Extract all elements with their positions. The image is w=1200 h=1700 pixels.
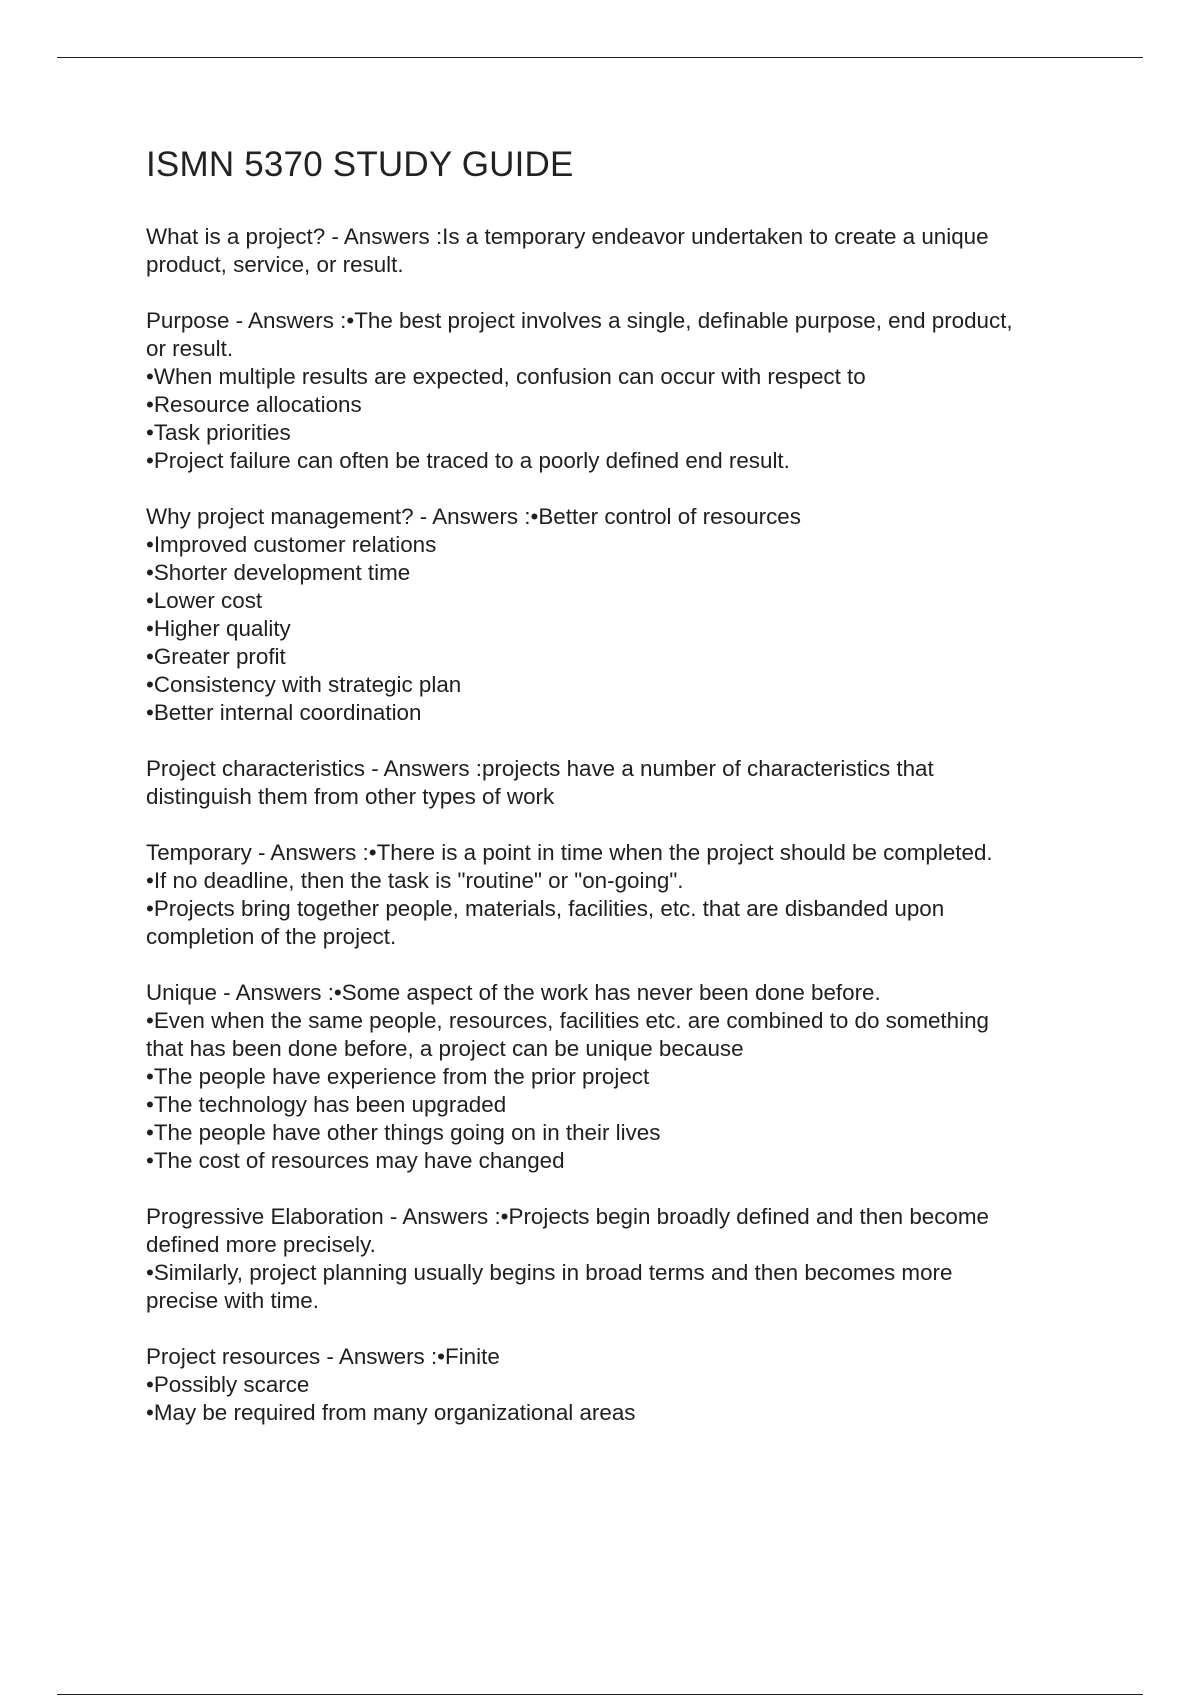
entry-line: precise with time.	[146, 1288, 319, 1313]
document-body	[146, 140, 1086, 1455]
entry-line: •Resource allocations	[146, 392, 362, 417]
entry-line: •The people have other things going on in their lives	[146, 1120, 661, 1145]
document-title: ISMN 5370 STUDY GUIDE	[146, 145, 574, 184]
entry-line: Temporary - Answers :•There is a point in time when the project should be completed.	[146, 840, 993, 865]
entry-line: •The technology has been upgraded	[146, 1092, 507, 1117]
entry-line: Project resources - Answers :•Finite	[146, 1344, 500, 1369]
entry-purpose	[146, 307, 1086, 475]
entry-line: •Task priorities	[146, 420, 291, 445]
entry-line: What is a project? - Answers :Is a temporary endeavor undertaken to create a unique	[146, 224, 989, 249]
bottom-rule	[57, 1694, 1143, 1695]
entry-line: •Even when the same people, resources, facilities etc. are combined to do something	[146, 1008, 989, 1033]
entry-project-characteristics	[146, 755, 1086, 811]
entry-line: •Better internal coordination	[146, 700, 422, 725]
entry-what-is-a-project	[146, 223, 1086, 279]
entry-line: Unique - Answers :•Some aspect of the work has never been done before.	[146, 980, 881, 1005]
entry-line: completion of the project.	[146, 924, 397, 949]
entry-project-resources	[146, 1343, 1086, 1427]
entry-line: •The cost of resources may have changed	[146, 1148, 565, 1173]
top-rule	[57, 57, 1143, 58]
entry-line: •Project failure can often be traced to a poorly defined end result.	[146, 448, 790, 473]
entry-line: that has been done before, a project can be unique because	[146, 1036, 744, 1061]
entry-line: •The people have experience from the prior project	[146, 1064, 650, 1089]
entry-line: •Possibly scarce	[146, 1372, 310, 1397]
entry-list	[146, 223, 1086, 1427]
entry-why-project-management	[146, 503, 1086, 727]
entry-line: •Lower cost	[146, 588, 263, 613]
entry-line: Why project management? - Answers :•Better control of resources	[146, 504, 801, 529]
entry-line: or result.	[146, 336, 234, 361]
entry-line: Progressive Elaboration - Answers :•Projects begin broadly defined and then become	[146, 1204, 989, 1229]
entry-line: •Greater profit	[146, 644, 286, 669]
entry-unique	[146, 979, 1086, 1175]
entry-progressive-elaboration	[146, 1203, 1086, 1315]
entry-line: •Similarly, project planning usually begins in broad terms and then becomes more	[146, 1260, 953, 1285]
entry-line: distinguish them from other types of work	[146, 784, 555, 809]
entry-line: product, service, or result.	[146, 252, 404, 277]
entry-line: •Improved customer relations	[146, 532, 437, 557]
entry-line: •Higher quality	[146, 616, 291, 641]
entry-line: defined more precisely.	[146, 1232, 376, 1257]
entry-temporary	[146, 839, 1086, 951]
entry-line: •Shorter development time	[146, 560, 411, 585]
entry-line: •When multiple results are expected, confusion can occur with respect to	[146, 364, 866, 389]
entry-line: Purpose - Answers :•The best project involves a single, definable purpose, end product,	[146, 308, 1013, 333]
entry-line: •If no deadline, then the task is "routine" or "on-going".	[146, 868, 684, 893]
entry-line: •Consistency with strategic plan	[146, 672, 462, 697]
entry-line: •May be required from many organizational areas	[146, 1400, 636, 1425]
entry-line: Project characteristics - Answers :projects have a number of characteristics that	[146, 756, 934, 781]
entry-line: •Projects bring together people, materials, facilities, etc. that are disbanded upon	[146, 896, 945, 921]
